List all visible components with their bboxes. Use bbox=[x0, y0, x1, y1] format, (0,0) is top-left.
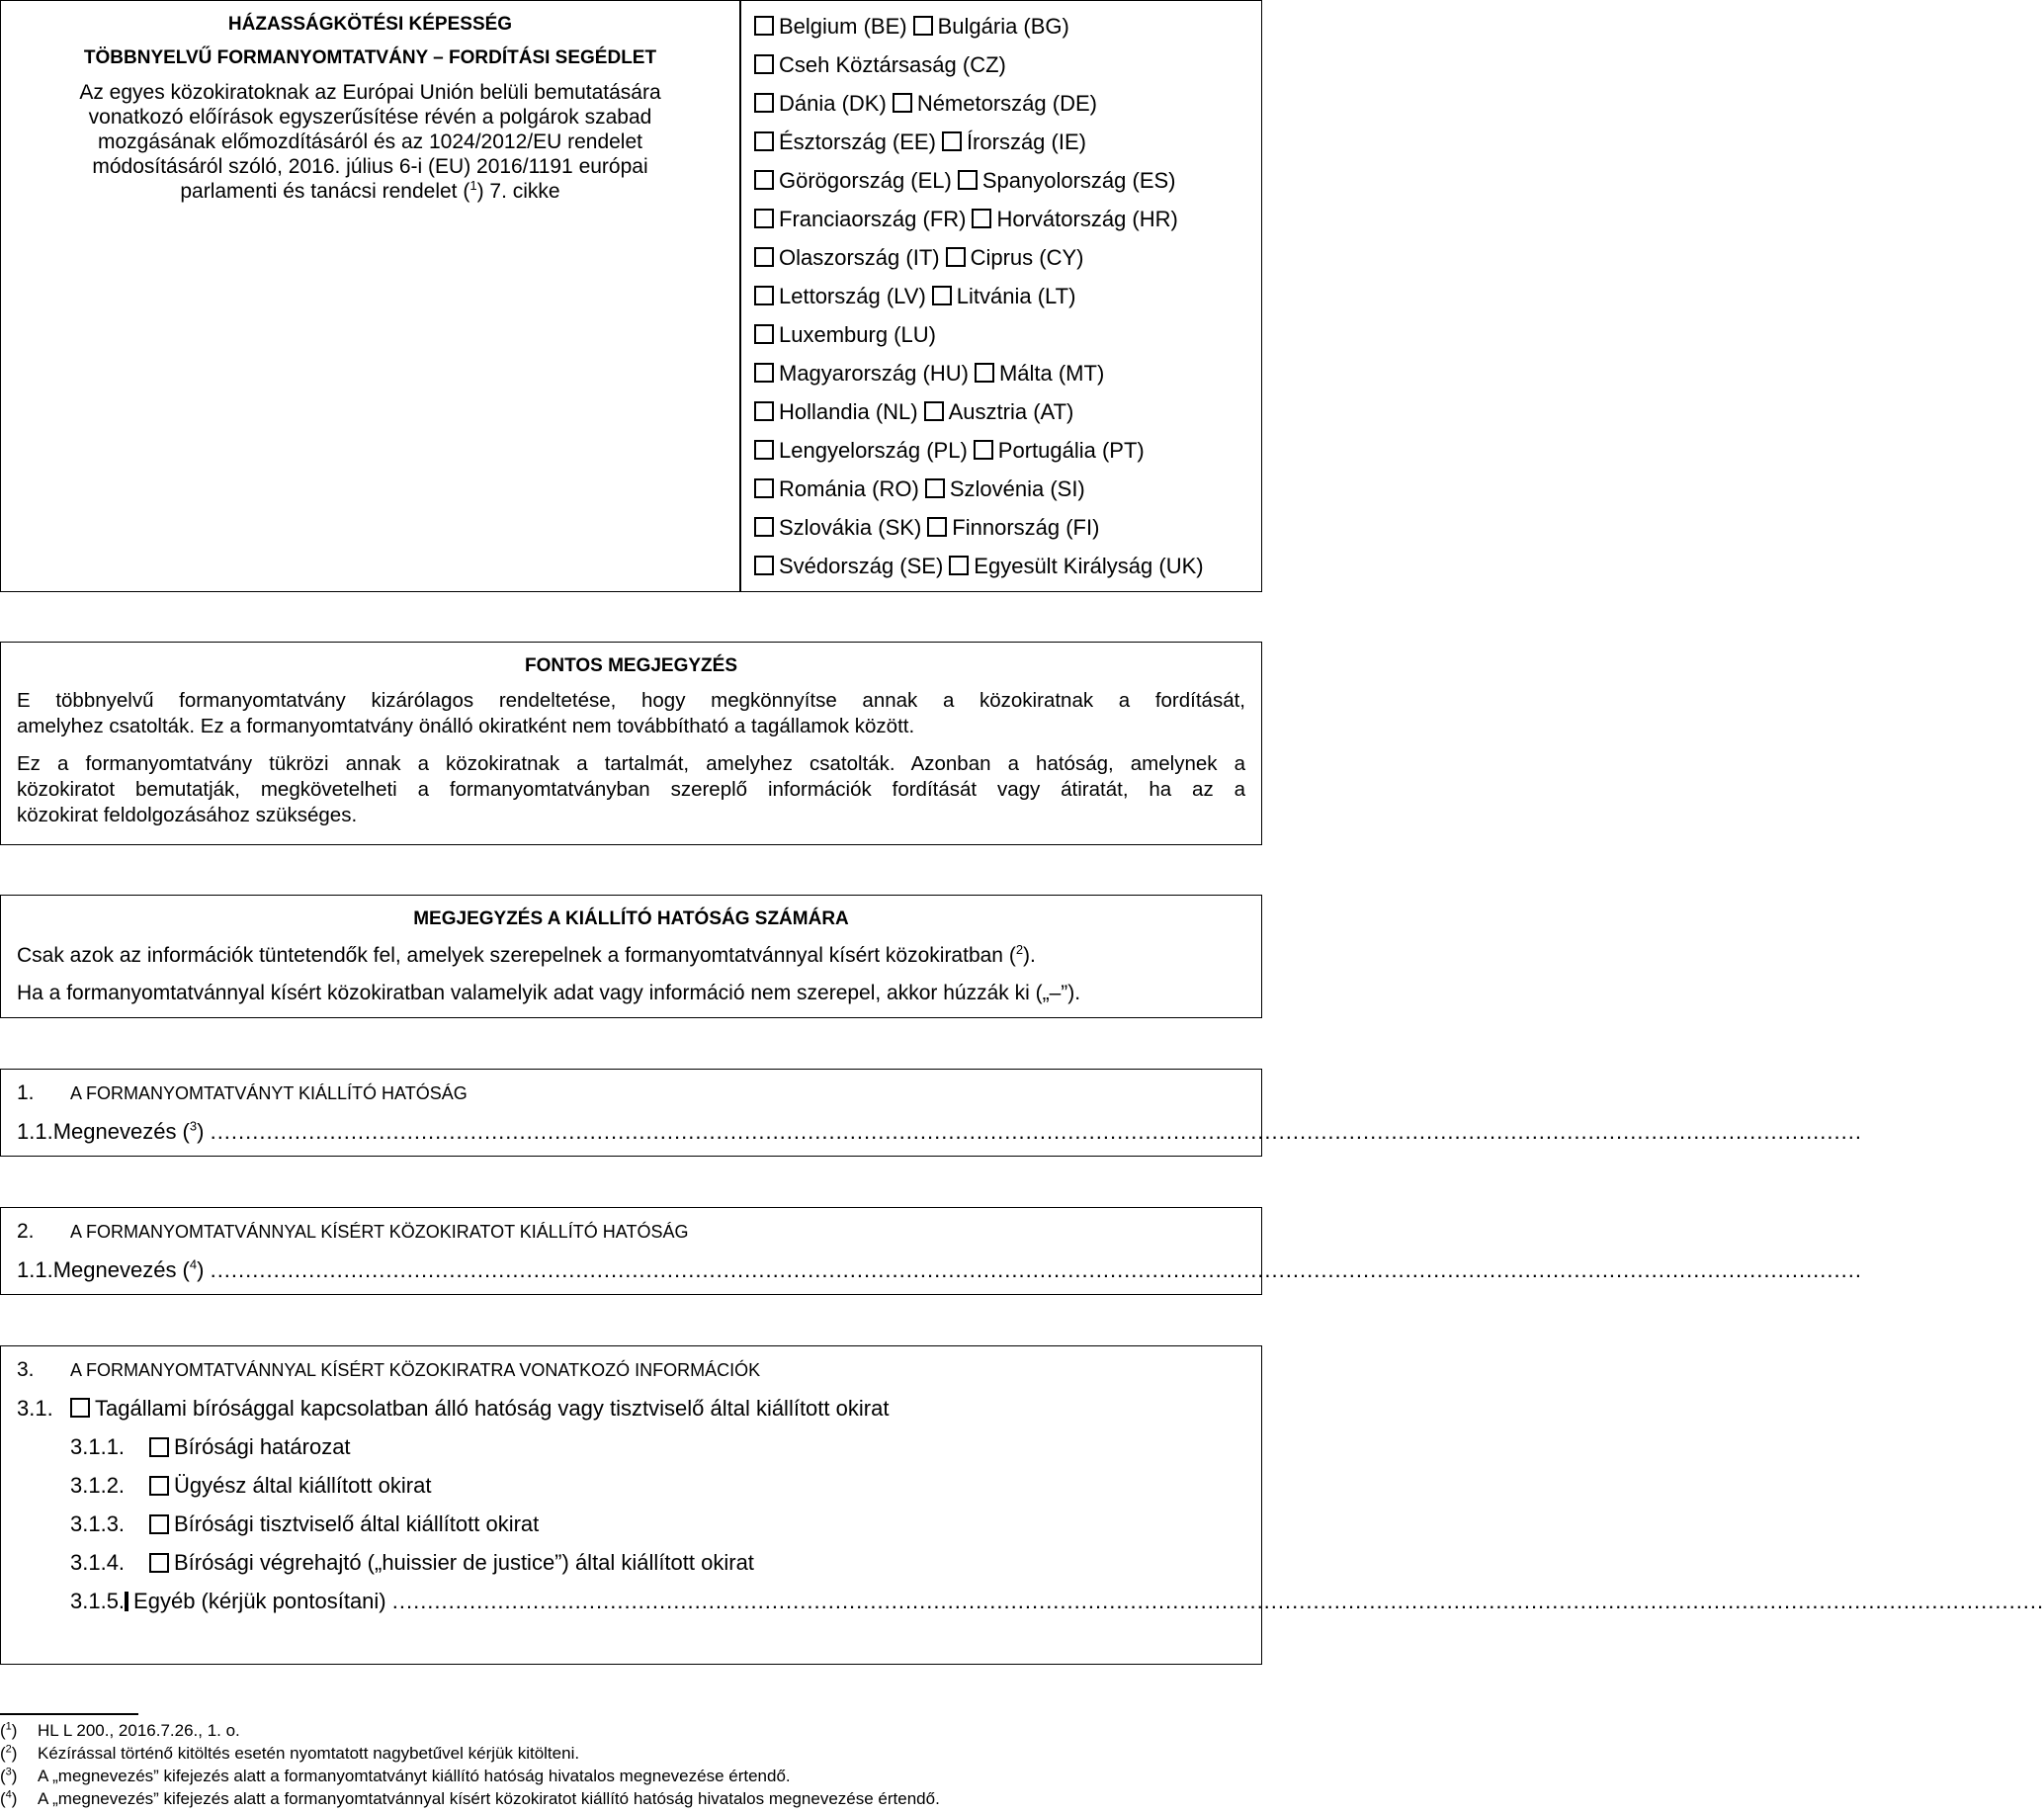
legal-line bbox=[1, 179, 739, 204]
country-checkbox-list bbox=[740, 1, 1261, 591]
sub-item-label: Bírósági tisztviselő által kiállított okirat bbox=[174, 1511, 540, 1536]
sub-item-row bbox=[70, 1511, 1241, 1537]
section-3-box bbox=[0, 1345, 2044, 1665]
country-label: Románia (RO) bbox=[779, 476, 919, 501]
country-label: Portugália (PT) bbox=[997, 438, 1145, 463]
legal-line: vonatkozó előírások egyszerűsítése révén a polgárok szabad bbox=[88, 106, 652, 129]
footnote-ref: 2 bbox=[1015, 942, 1024, 957]
footnote-ref: 4 bbox=[189, 1256, 198, 1272]
footnote bbox=[0, 1721, 240, 1741]
sub-item-number: 3.1.4. bbox=[70, 1550, 126, 1575]
sub-item-number: 3.1.1. bbox=[70, 1434, 126, 1459]
country-checkbox[interactable] bbox=[974, 440, 993, 460]
section-2-heading bbox=[17, 1220, 688, 1244]
legal-basis-text bbox=[1, 80, 739, 204]
country-checkbox[interactable] bbox=[754, 440, 774, 460]
fill-in-field[interactable]: ........................................................................................................................................................................................................................................... bbox=[210, 1119, 1862, 1144]
footnote-marker: ($^3$) bbox=[0, 1766, 18, 1785]
country-checkbox[interactable] bbox=[754, 324, 774, 344]
footnote-marker: ($^1$) bbox=[0, 1720, 18, 1740]
sub-item-label: Egyéb (kérjük pontosítani) bbox=[133, 1589, 392, 1613]
footnote bbox=[0, 1767, 791, 1786]
country-checkbox[interactable] bbox=[754, 401, 774, 421]
country-checkbox[interactable] bbox=[754, 93, 774, 113]
country-label: Horvátország (HR) bbox=[996, 207, 1178, 231]
sub-item-number: 3.1.3. bbox=[70, 1511, 126, 1536]
country-label: Franciaország (FR) bbox=[779, 207, 967, 231]
section-number: 3. bbox=[17, 1358, 35, 1381]
section-number: 2. bbox=[17, 1220, 35, 1243]
legal-line: módosításáról szóló, 2016. július 6-i (EU) 2016/1191 európai bbox=[92, 155, 648, 178]
country-label: Ciprus (CY) bbox=[970, 245, 1084, 270]
country-checkbox[interactable] bbox=[754, 16, 774, 36]
sub-item-label: Ügyész által kiállított okirat bbox=[174, 1473, 432, 1498]
section-title: A FORMANYOMTATVÁNNYAL KÍSÉRT KÖZOKIRATOT KIÁLLÍTÓ HATÓSÁG bbox=[70, 1222, 689, 1242]
country-row bbox=[754, 399, 1073, 425]
country-row bbox=[754, 322, 936, 348]
country-row bbox=[754, 361, 1104, 387]
country-checkbox[interactable] bbox=[975, 363, 994, 383]
country-label: Belgium (BE) bbox=[779, 14, 907, 39]
country-row bbox=[754, 438, 1145, 464]
fill-in-field[interactable]: ........................................................................................................................................................................................................................................... bbox=[391, 1589, 2044, 1613]
country-row bbox=[754, 52, 1006, 78]
country-checkbox[interactable] bbox=[754, 131, 774, 151]
legal-line: mozgásának előmozdításáról és az 1024/2012/EU rendelet bbox=[97, 130, 642, 153]
footnote-text: A „megnevezés” kifejezés alatt a formanyomtatvánnyal kísért közokiratot kiállító hatóság hivatalos megnevezése értendő. bbox=[38, 1789, 940, 1808]
checkbox[interactable] bbox=[125, 1592, 128, 1611]
country-label: Finnország (FI) bbox=[952, 515, 1100, 540]
country-label: Málta (MT) bbox=[998, 361, 1105, 386]
country-checkbox[interactable] bbox=[754, 363, 774, 383]
country-label: Egyesült Királyság (UK) bbox=[974, 554, 1204, 578]
footnote-text: HL L 200., 2016.7.26., 1. o. bbox=[38, 1721, 240, 1740]
country-checkbox[interactable] bbox=[754, 209, 774, 228]
justified-line: közokiratot bemutatják, megkövetelheti a formanyomtatványban szereplő információk fordítását vagy átiratát, ha az a bbox=[17, 778, 1245, 801]
justified-line: E többnyelvű formanyomtatvány kizárólagos rendeltetése, hogy megkönnyítse annak a közokiratnak a fordítását, bbox=[17, 689, 1245, 712]
country-checkbox[interactable] bbox=[754, 247, 774, 267]
row-label bbox=[53, 1119, 211, 1145]
sub-item-number: 3.1.2. bbox=[70, 1473, 126, 1498]
legal-line: Az egyes közokiratoknak az Európai Unión belüli bemutatására bbox=[79, 81, 661, 104]
footnote-marker: ($^4$) bbox=[0, 1788, 18, 1808]
country-checkbox[interactable] bbox=[754, 517, 774, 537]
footnote-separator bbox=[0, 1713, 138, 1715]
authority-note-line-2: Ha a formanyomtatvánnyal kísért közokiratban valamelyik adat vagy információ nem szerepel, akkor húzzák ki („–”). bbox=[17, 982, 1081, 1004]
footnote-number: 1 bbox=[5, 1720, 12, 1733]
checkbox[interactable] bbox=[149, 1553, 169, 1573]
country-checkbox[interactable] bbox=[927, 517, 947, 537]
country-row bbox=[754, 91, 1097, 117]
country-label: Szlovákia (SK) bbox=[779, 515, 922, 540]
country-checkbox[interactable] bbox=[893, 93, 912, 113]
text: Csak azok az információk tüntetendők fel, amelyek szerepelnek a formanyomtatvánnyal kísért közokiratban ( bbox=[17, 944, 1016, 967]
form-subtitle: TÖBBNYELVŰ FORMANYOMTATVÁNY – FORDÍTÁSI SEGÉDLET bbox=[83, 47, 657, 68]
country-row bbox=[754, 554, 1204, 579]
row-label bbox=[53, 1257, 211, 1283]
authority-note-line-1 bbox=[17, 943, 1036, 969]
footnote-marker: ($^2$) bbox=[0, 1743, 18, 1763]
footnote-number: 2 bbox=[5, 1743, 12, 1756]
checkbox[interactable] bbox=[70, 1398, 90, 1418]
country-label: Németország (DE) bbox=[916, 91, 1097, 116]
country-row bbox=[754, 515, 1099, 541]
country-checkbox[interactable] bbox=[754, 54, 774, 74]
country-row bbox=[754, 207, 1178, 232]
important-note-box bbox=[0, 642, 1262, 845]
important-note-paragraph-2 bbox=[17, 751, 1245, 828]
row-number: 1.1. bbox=[17, 1257, 53, 1282]
country-checkbox[interactable] bbox=[946, 247, 966, 267]
country-checkbox[interactable] bbox=[754, 286, 774, 305]
country-label: Írország (IE) bbox=[966, 130, 1086, 154]
footnote bbox=[0, 1789, 940, 1809]
sub-item-row bbox=[70, 1589, 2044, 1614]
sub-item-row bbox=[70, 1434, 1241, 1460]
country-label: Hollandia (NL) bbox=[779, 399, 918, 424]
country-checkbox[interactable] bbox=[924, 401, 944, 421]
section-1-name-row bbox=[17, 1118, 1862, 1145]
checkbox[interactable] bbox=[149, 1514, 169, 1534]
country-label: Szlovénia (SI) bbox=[949, 476, 1085, 501]
text: ). bbox=[1023, 944, 1036, 967]
country-checkbox[interactable] bbox=[958, 170, 978, 190]
section-title: A FORMANYOMTATVÁNYT KIÁLLÍTÓ HATÓSÁG bbox=[70, 1083, 468, 1103]
country-checkbox[interactable] bbox=[942, 131, 962, 151]
country-label: Spanyolország (ES) bbox=[981, 168, 1176, 193]
justified-line: Ez a formanyomtatvány tükrözi annak a közokiratnak a tartalmát, amelyhez csatolták. Azonban a hatóság, amelynek a bbox=[17, 752, 1245, 775]
important-note-title: FONTOS MEGJEGYZÉS bbox=[524, 655, 738, 676]
sub-item-label: Bírósági határozat bbox=[174, 1434, 351, 1459]
authority-note-box bbox=[0, 895, 1262, 1018]
country-row bbox=[754, 130, 1086, 155]
country-row bbox=[754, 476, 1085, 502]
country-label: Észtország (EE) bbox=[779, 130, 936, 154]
country-label: Svédország (SE) bbox=[779, 554, 944, 578]
footnote-ref: 3 bbox=[189, 1118, 198, 1134]
footnote-number: 4 bbox=[5, 1788, 12, 1801]
checkbox[interactable] bbox=[149, 1437, 169, 1457]
country-label: Dánia (DK) bbox=[779, 91, 887, 116]
footnote-number: 3 bbox=[5, 1766, 12, 1778]
section-1-box bbox=[0, 1069, 1862, 1157]
country-row bbox=[754, 245, 1084, 271]
section-3-heading bbox=[17, 1358, 760, 1382]
country-checkbox[interactable] bbox=[754, 478, 774, 498]
country-label: Lettország (LV) bbox=[779, 284, 926, 308]
sub-item-row bbox=[70, 1473, 1241, 1499]
country-label: Magyarország (HU) bbox=[779, 361, 969, 386]
country-row bbox=[754, 14, 1069, 40]
row-number: 3.1. bbox=[17, 1396, 53, 1421]
sub-item-row bbox=[70, 1550, 1241, 1576]
authority-note-title: MEGJEGYZÉS A KIÁLLÍTÓ HATÓSÁG SZÁMÁRA bbox=[413, 908, 849, 929]
country-label: Ausztria (AT) bbox=[948, 399, 1074, 424]
legal-line-text: parlamenti és tanácsi rendelet ( bbox=[180, 180, 470, 203]
country-label: Bulgária (BG) bbox=[937, 14, 1069, 39]
fill-in-field[interactable]: ........................................................................................................................................................................................................................................... bbox=[210, 1257, 1862, 1282]
section-number: 1. bbox=[17, 1081, 35, 1104]
section-2-name-row bbox=[17, 1256, 1862, 1283]
country-row bbox=[754, 284, 1075, 309]
country-label: Luxemburg (LU) bbox=[779, 322, 936, 347]
section-1-heading bbox=[17, 1081, 468, 1105]
country-label: Olaszország (IT) bbox=[779, 245, 940, 270]
footnote-text: A „megnevezés” kifejezés alatt a formanyomtatványt kiállító hatóság hivatalos megnevezése értendő. bbox=[38, 1767, 791, 1785]
checkbox[interactable] bbox=[149, 1476, 169, 1496]
label-text: Megnevezés ( bbox=[52, 1119, 190, 1144]
country-label: Litvánia (LT) bbox=[956, 284, 1076, 308]
form-title: HÁZASSÁGKÖTÉSI KÉPESSÉG bbox=[227, 14, 513, 35]
label-text: Megnevezés ( bbox=[52, 1257, 190, 1282]
country-checkbox[interactable] bbox=[754, 556, 774, 575]
footnote-text: Kézírással történő kitöltés esetén nyomtatott nagybetűvel kérjük kitölteni. bbox=[38, 1744, 580, 1763]
country-checkbox[interactable] bbox=[925, 478, 945, 498]
label-text: ) bbox=[197, 1257, 205, 1282]
country-checkbox[interactable] bbox=[972, 209, 991, 228]
legal-line-text: ) 7. cikke bbox=[476, 180, 560, 203]
label-text: ) bbox=[197, 1119, 205, 1144]
header-box bbox=[0, 0, 1262, 592]
country-label: Cseh Köztársaság (CZ) bbox=[779, 52, 1006, 77]
section-3-main-row bbox=[17, 1396, 889, 1422]
country-label: Lengyelország (PL) bbox=[779, 438, 968, 463]
row-label: Tagállami bírósággal kapcsolatban álló hatóság vagy tisztviselő által kiállított okirat bbox=[95, 1396, 890, 1421]
country-label: Görögország (EL) bbox=[779, 168, 952, 193]
section-2-box bbox=[0, 1207, 1862, 1295]
text-line: amelyhez csatolták. Ez a formanyomtatvány önálló okiratként nem továbbítható a tagállamok között. bbox=[17, 715, 915, 737]
text-line: közokirat feldolgozásához szükséges. bbox=[17, 804, 358, 826]
footnote-ref: 1 bbox=[469, 178, 477, 193]
row-number: 1.1. bbox=[17, 1119, 53, 1144]
sub-item-label: Bírósági végrehajtó („huissier de justice”) által kiállított okirat bbox=[174, 1550, 754, 1575]
country-checkbox[interactable] bbox=[932, 286, 952, 305]
footnote bbox=[0, 1744, 579, 1764]
section-title: A FORMANYOMTATVÁNNYAL KÍSÉRT KÖZOKIRATRA VONATKOZÓ INFORMÁCIÓK bbox=[70, 1360, 761, 1380]
country-checkbox[interactable] bbox=[913, 16, 933, 36]
sub-item-number: 3.1.5. bbox=[70, 1589, 126, 1613]
country-checkbox[interactable] bbox=[949, 556, 969, 575]
country-row bbox=[754, 168, 1176, 194]
country-checkbox[interactable] bbox=[754, 170, 774, 190]
important-note-paragraph-1 bbox=[17, 688, 1245, 739]
